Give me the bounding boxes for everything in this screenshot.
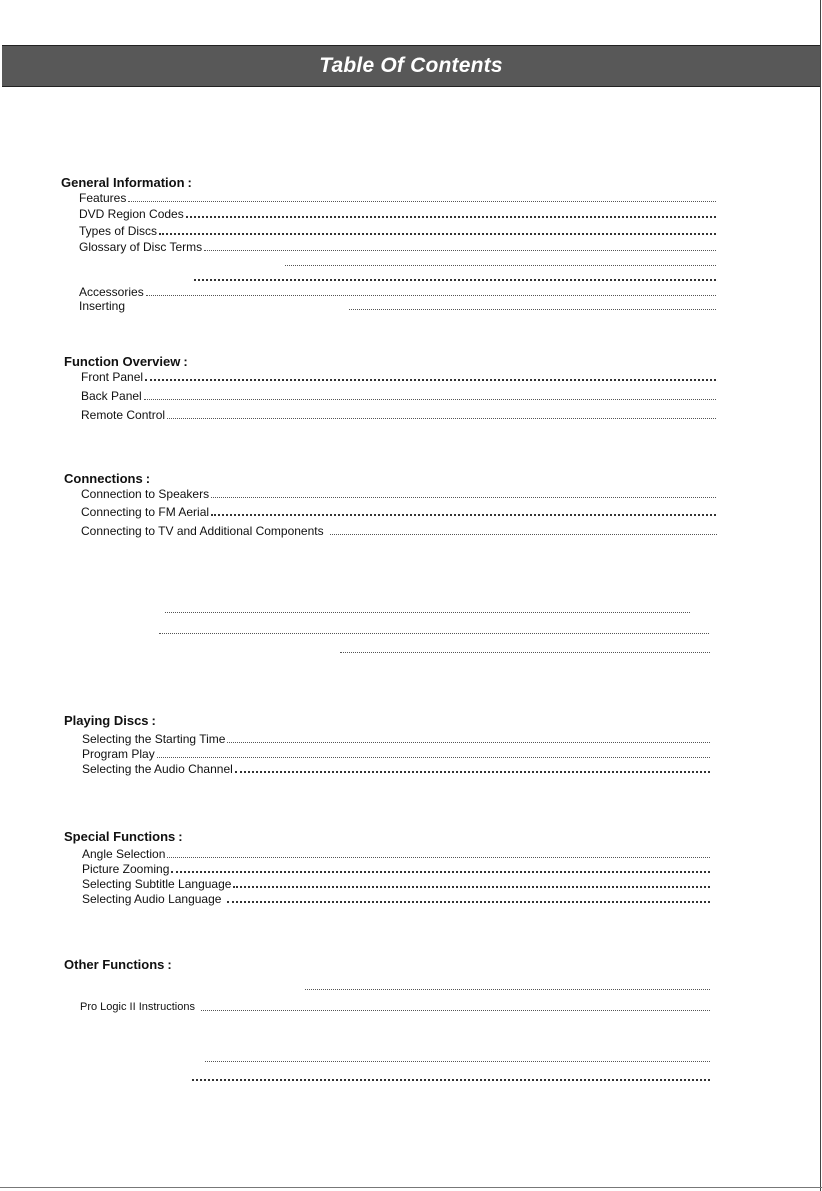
entry-label: Angle Selection [82,847,166,861]
entry-label: Selecting Subtitle Language [82,877,232,891]
dot-leader [233,886,710,888]
toc-entry[interactable] [303,979,710,993]
dot-leader [145,379,716,381]
dot-leader [235,771,710,773]
dot-leader [205,1061,710,1062]
heading-colon: : [167,957,172,972]
section-heading-playing [64,713,156,728]
toc-entry[interactable] [283,255,716,269]
section-heading-function [64,354,188,369]
toc-entry[interactable] [79,191,716,205]
dot-leader [159,233,716,235]
dot-leader [128,201,716,202]
toc-entry[interactable] [82,862,710,876]
dot-leader [305,989,710,990]
toc-entry[interactable] [81,389,716,403]
dot-leader [165,612,690,613]
toc-entry[interactable] [81,524,717,538]
entry-label: Remote Control [81,408,166,422]
toc-entry[interactable] [82,747,710,761]
dot-leader [167,857,710,858]
heading-colon: : [187,175,192,190]
heading-text: Function Overview [64,354,181,369]
entry-label: DVD Region Codes [79,207,184,221]
title-banner [2,45,820,87]
entry-label: Selecting Audio Language [82,892,222,906]
heading-colon: : [151,713,156,728]
toc-entry[interactable] [82,732,710,746]
dot-leader [285,265,716,266]
entry-label: Accessories [79,285,144,299]
toc-entry[interactable] [79,299,716,313]
toc-entry[interactable] [79,285,716,299]
page-edge-right [820,0,821,1191]
entry-label: Types of Discs [79,224,158,238]
toc-entry[interactable] [81,408,716,422]
entry-label: Selecting the Audio Channel [82,762,233,776]
toc-entry[interactable] [82,892,710,906]
section-heading-special [64,829,183,844]
dot-leader [171,871,710,873]
dot-leader [330,534,717,535]
dot-leader [211,497,716,498]
toc-entry[interactable] [81,505,716,519]
dot-leader [144,399,716,400]
dot-leader [340,652,710,653]
toc-entry[interactable] [157,623,709,637]
toc-entry[interactable] [190,1070,710,1084]
toc-entry[interactable] [79,224,716,238]
dot-leader [192,1079,710,1081]
toc-entry[interactable] [338,642,710,656]
dot-leader [349,309,716,310]
entry-label: Program Play [82,747,155,761]
heading-text: Playing Discs [64,713,149,728]
heading-colon: : [145,471,151,486]
heading-text: General Information [61,175,185,190]
section-heading-general [61,175,192,190]
entry-label: Pro Logic II Instructions [80,1001,195,1013]
entry-label: Connecting to FM Aerial [81,505,210,519]
dot-leader [194,279,716,281]
dot-leader [186,216,716,218]
entry-label: Connecting to TV and Additional Components [81,524,324,538]
dot-leader [146,295,716,296]
toc-entry[interactable] [82,762,710,776]
heading-text: Other Functions [64,957,165,972]
heading-colon: : [183,354,188,369]
heading-colon: : [178,829,183,844]
toc-entry[interactable] [163,602,690,616]
toc-entry[interactable] [82,847,710,861]
entry-label: Connection to Speakers [81,487,210,501]
toc-entry[interactable] [81,487,716,501]
entry-label: Glossary of Disc Terms [79,240,203,254]
entry-label: Front Panel [81,370,144,384]
toc-entry[interactable] [80,1000,710,1014]
toc-entry[interactable] [203,1051,710,1065]
heading-text: Connections [64,471,143,486]
section-heading-other [64,957,172,972]
entry-label: Picture Zooming [82,862,170,876]
dot-leader [159,633,709,634]
section-heading-connections [64,471,150,486]
dot-leader [167,418,716,419]
toc-entry[interactable] [79,240,716,254]
dot-leader [227,742,710,743]
toc-entry[interactable] [79,207,716,221]
page-title: Table Of Contents [319,54,503,77]
entry-label: Features [79,191,127,205]
entry-label: Inserting [79,299,126,313]
entry-label: Selecting the Starting Time [82,732,226,746]
toc-entry[interactable] [192,270,716,284]
page-edge-bottom [0,1187,822,1188]
heading-text: Special Functions [64,829,176,844]
toc-entry[interactable] [82,877,710,891]
dot-leader [204,250,716,251]
dot-leader [157,757,710,758]
entry-label: Back Panel [81,389,142,403]
toc-entry[interactable] [81,370,716,384]
dot-leader [201,1010,710,1011]
dot-leader [227,901,710,903]
dot-leader [211,514,716,516]
